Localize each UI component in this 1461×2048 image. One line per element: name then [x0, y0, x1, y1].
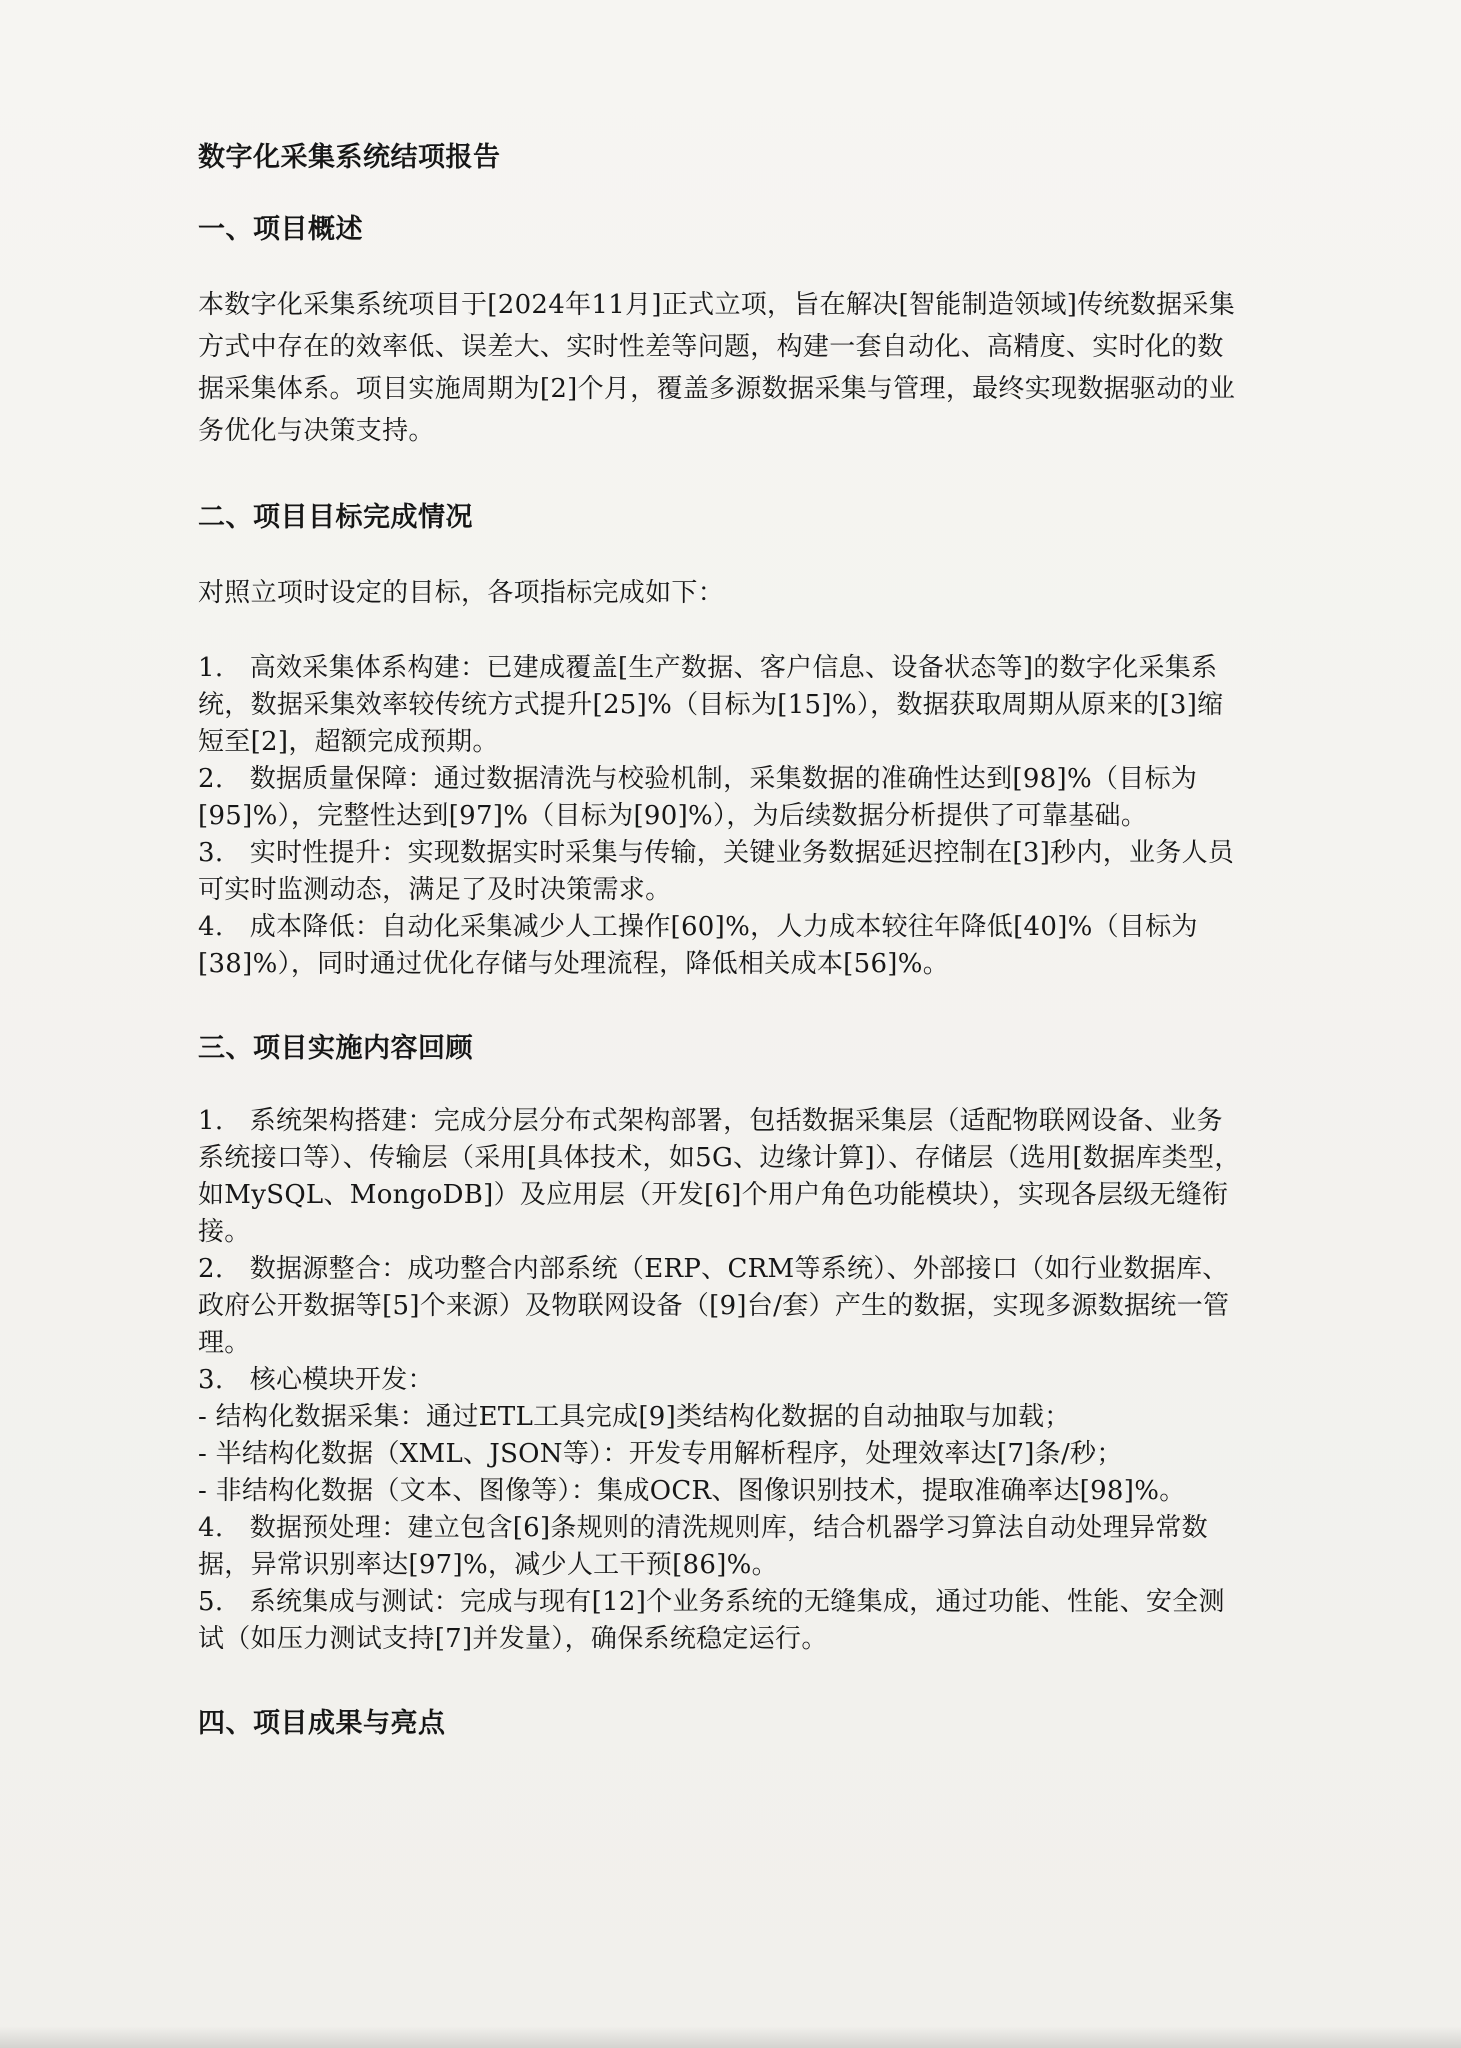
implementation-item-3: 3. 核心模块开发： — [198, 1365, 434, 1395]
implementation-list — [198, 1103, 1244, 1658]
section-heading-overview: 一、项目概述 — [198, 214, 363, 245]
section-heading-implementation: 三、项目实施内容回顾 — [198, 1033, 473, 1064]
implementation-subitem-structured: - 结构化数据采集：通过ETL工具完成[9]类结构化数据的自动抽取与加载； — [198, 1402, 1071, 1432]
implementation-item-4: 4. 数据预处理：建立包含[6]条规则的清洗规则库，结合机器学习算法自动处理异常数据，异常识别率达[97]%，减少人工干预[86]%。 — [198, 1513, 1208, 1580]
overview-paragraph: 本数字化采集系统项目于[2024年11月]正式立项，旨在解决[智能制造领域]传统数据采集方式中存在的效率低、误差大、实时性差等问题，构建一套自动化、高精度、实时化的数据采集体系。项目实施周期为[2]个月，覆盖多源数据采集与管理，最终实现数据驱动的业务优化与决策支持。 — [198, 290, 1236, 446]
scan-bottom-edge — [0, 2026, 1461, 2048]
implementation-item-2: 2. 数据源整合：成功整合内部系统（ERP、CRM等系统）、外部接口（如行业数据库、政府公开数据等[5]个来源）及物联网设备（[9]台/套）产生的数据，实现多源数据统一管理。 — [198, 1254, 1230, 1358]
goal-item-1: 1. 高效采集体系构建：已建成覆盖[生产数据、客户信息、设备状态等]的数字化采集系统，数据采集效率较传统方式提升[25]%（目标为[15]%），数据获取周期从原来的[3]缩短至[2]，超额完成预期。 — [198, 653, 1224, 757]
implementation-item-5: 5. 系统集成与测试：完成与现有[12]个业务系统的无缝集成，通过功能、性能、安全测试（如压力测试支持[7]并发量），确保系统稳定运行。 — [198, 1587, 1225, 1654]
goal-item-4: 4. 成本降低：自动化采集减少人工操作[60]%，人力成本较往年降低[40]%（目标为[38]%），同时通过优化存储与处理流程，降低相关成本[56]%。 — [198, 912, 1198, 979]
implementation-subitem-semistructured: - 半结构化数据（XML、JSON等）：开发专用解析程序，处理效率达[7]条/秒； — [198, 1439, 1123, 1469]
goals-intro: 对照立项时设定的目标，各项指标完成如下： — [198, 578, 725, 608]
section-heading-results: 四、项目成果与亮点 — [198, 1708, 446, 1739]
document-body — [198, 136, 1244, 1778]
goal-item-2: 2. 数据质量保障：通过数据清洗与校验机制，采集数据的准确性达到[98]%（目标为[95]%），完整性达到[97]%（目标为[90]%），为后续数据分析提供了可靠基础。 — [198, 764, 1198, 831]
goal-item-3: 3. 实时性提升：实现数据实时采集与传输，关键业务数据延迟控制在[3]秒内，业务人员可实时监测动态，满足了及时决策需求。 — [198, 838, 1235, 905]
implementation-item-1: 1. 系统架构搭建：完成分层分布式架构部署，包括数据采集层（适配物联网设备、业务系统接口等）、传输层（采用[具体技术，如5G、边缘计算]）、存储层（选用[数据库类型，如MySQL、MongoDB]）及应用层（开发[6]个用户角色功能模块），实现各层级无缝衔接。 — [198, 1106, 1241, 1247]
implementation-subitem-unstructured: - 非结构化数据（文本、图像等）：集成OCR、图像识别技术，提取准确率达[98]%。 — [198, 1476, 1186, 1506]
document-title: 数字化采集系统结项报告 — [198, 142, 501, 173]
goals-list — [198, 650, 1244, 983]
section-heading-goals: 二、项目目标完成情况 — [198, 502, 473, 533]
